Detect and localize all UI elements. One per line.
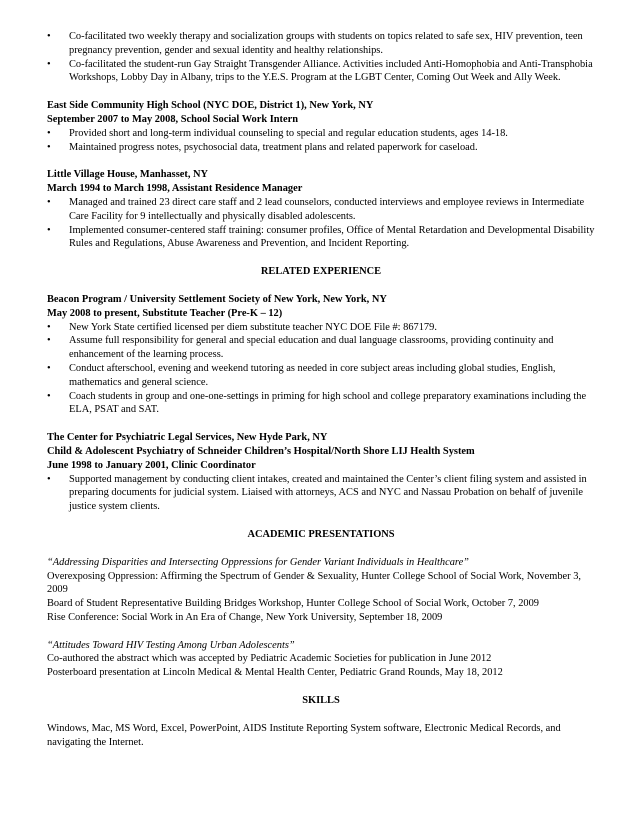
skills-text: Windows, Mac, MS Word, Excel, PowerPoint, AIDS Institute Reporting System software, Electronic Medical Records, and navigating the Internet. <box>47 722 561 748</box>
bullet-icon: • <box>47 224 51 236</box>
entry-little-village <box>47 168 595 251</box>
entry-org: Beacon Program / University Settlement Society of New York, New York, NY <box>47 293 387 305</box>
section-title-skills: SKILLS <box>302 695 340 707</box>
bullet-icon: • <box>47 473 51 485</box>
section-title-academic: ACADEMIC PRESENTATIONS <box>247 528 395 540</box>
list-item: • Implemented consumer-centered staff training: consumer profiles, Office of Mental Retardation and Developmental Disability Rules and Regulations, Abuse Awareness and Prevention, and Incident Reporting. <box>47 224 595 250</box>
presentation-line: Board of Student Representative Building Bridges Workshop, Hunter College School of Social Work, October 7, 2009 <box>47 598 540 610</box>
entry-role: May 2008 to present, Substitute Teacher (Pre-K – 12) <box>47 307 283 319</box>
list-item: • Managed and trained 23 direct care staff and 2 lead counselors, conducted interviews and employee reviews in Intermediate Care Facility for 9 intellectually and physically disabled adolescents. <box>47 196 585 222</box>
resume-page <box>47 30 595 749</box>
entry-role: June 1998 to January 2001, Clinic Coordinator <box>47 459 256 471</box>
list-item: • Co-facilitated two weekly therapy and socialization groups with students on topics related to safe sex, HIV prevention, teen pregnancy prevention, gender and sexual identity and healthy relationships. <box>47 31 583 56</box>
presentation-title: “Addressing Disparities and Intersecting Oppressions for Gender Variant Individuals in Healthcare” <box>47 556 469 568</box>
presentation-1 <box>47 556 595 625</box>
entry-east-side <box>47 99 595 154</box>
entry-bullets <box>47 321 595 418</box>
presentation-line: Posterboard presentation at Lincoln Medical & Mental Health Center, Pediatric Grand Rounds, May 18, 2012 <box>47 667 503 679</box>
bullet-icon: • <box>47 31 51 42</box>
bullet-icon: • <box>47 196 51 208</box>
list-item: • Supported management by conducting client intakes, created and maintained the Center’s client filing system and assisted in preparing documents for judicial system. Liaised with attorneys, ACS and NYC and Nassau Probation on behalf of juvenile justice system clients. <box>47 473 587 513</box>
bullet-icon: • <box>47 362 51 374</box>
entry-role: September 2007 to May 2008, School Social Work Intern <box>47 113 299 125</box>
section-title-related-experience: RELATED EXPERIENCE <box>260 266 382 278</box>
list-item: • Coach students in group and one-one-settings in priming for high school and college preparatory examinations including the ELA, PSAT and SAT. <box>47 390 587 416</box>
entry-beacon <box>47 293 595 417</box>
entry-bullets <box>47 127 595 155</box>
presentation-line: Co-authored the abstract which was accepted by Pediatric Academic Societies for publication in June 2012 <box>47 653 492 665</box>
bullet-icon: • <box>47 58 51 70</box>
list-item: • New York State certified licensed per diem substitute teacher NYC DOE File #: 867179. <box>47 321 437 333</box>
list-item: • Conduct afterschool, evening and weekend tutoring as needed in core subject areas including global studies, English, mathematics and general science. <box>47 362 556 388</box>
entry-org: East Side Community High School (NYC DOE, District 1), New York, NY <box>47 100 374 112</box>
bullet-icon: • <box>47 141 51 153</box>
list-item: • Maintained progress notes, psychosocial data, treatment plans and related paperwork for caseload. <box>47 141 478 153</box>
entry-org: The Center for Psychiatric Legal Services, New Hyde Park, NY <box>47 432 328 444</box>
entry-psychiatric <box>47 431 595 514</box>
entry-org: Little Village House, Manhasset, NY <box>47 169 209 181</box>
entry-bullets <box>47 196 595 251</box>
bullet-icon: • <box>47 127 51 139</box>
list-item: • Assume full responsibility for general and special education and dual language classrooms, providing continuity and enhancement of the learning process. <box>47 335 554 361</box>
bullet-icon: • <box>47 321 51 333</box>
bullet-icon: • <box>47 390 51 402</box>
presentation-line: Rise Conference: Social Work in An Era of Change, New York University, September 18, 2009 <box>47 611 443 623</box>
list-item: • Provided short and long-term individual counseling to special and regular education students, ages 14-18. <box>47 127 508 139</box>
presentation-title: “Attitudes Toward HIV Testing Among Urban Adolescents” <box>47 639 295 651</box>
entry-org-secondary: Child & Adolescent Psychiatry of Schneider Children’s Hospital/North Shore LIJ Health System <box>47 445 475 457</box>
entry-role: March 1994 to March 1998, Assistant Residence Manager <box>47 183 303 195</box>
top-bullet-list <box>47 30 595 85</box>
list-item: • Co-facilitated the student-run Gay Straight Transgender Alliance. Activities included Anti-Homophobia and Anti-Transphobia Workshops, Lobby Day in Albany, trips to the Y.E.S. Program at the LGBT Center, Coming Out Week and Ally Week. <box>47 58 593 84</box>
presentation-2 <box>47 639 595 680</box>
bullet-icon: • <box>47 335 51 347</box>
entry-bullets <box>47 473 595 514</box>
presentation-line: Overexposing Oppression: Affirming the Spectrum of Gender & Sexuality, Hunter College School of Social Work, November 3, 2009 <box>47 570 581 596</box>
